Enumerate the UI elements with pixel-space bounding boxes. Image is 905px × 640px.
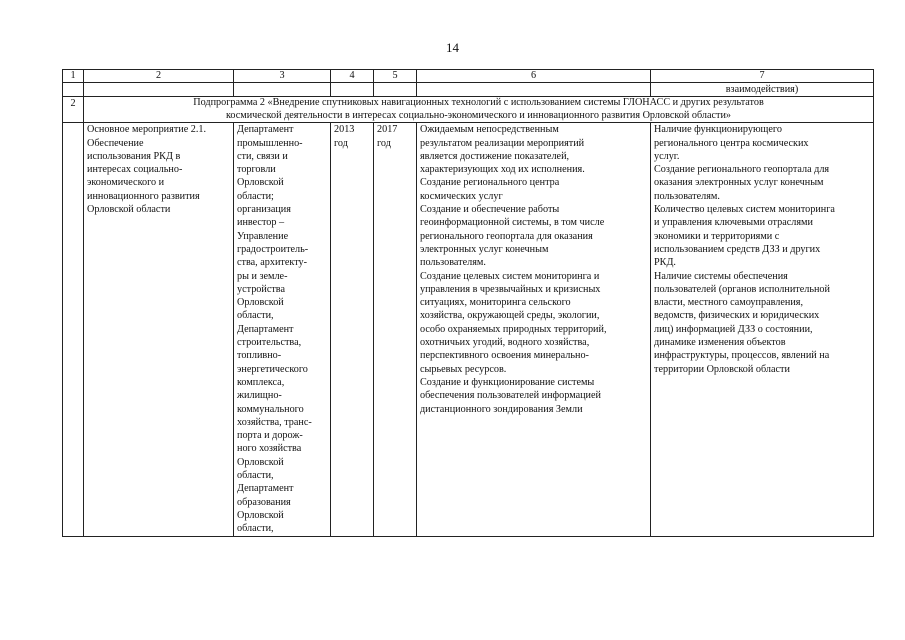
cell-line: хозяйства, окружающей среды, экологии, — [420, 310, 600, 322]
measure-row — [63, 123, 874, 536]
cell-line: власти, местного самоуправления, — [654, 297, 804, 309]
cell-line: регионального центра космических — [654, 137, 809, 149]
cell-line: торговли — [237, 164, 276, 176]
executor-cell — [234, 123, 331, 536]
column-number-row — [63, 70, 874, 83]
cell-line: услуг. — [654, 150, 680, 162]
cell-line: ства, архитекту- — [237, 257, 308, 269]
cell-line: охотничьих угодий, водного хозяйства, — [420, 337, 590, 349]
cell-line: электронных услуг конечным — [420, 243, 549, 255]
cell-line: сырьевых ресурсов. — [420, 363, 507, 375]
cell-line: использованием средств ДЗЗ и других — [654, 243, 821, 255]
cell-line: обеспечения пользователей информацией — [420, 390, 601, 402]
subprogram-row — [63, 97, 874, 123]
cell-line: ситуациях, мониторинга сельского — [420, 297, 571, 309]
start-year-cell — [331, 123, 374, 536]
cell-line: РКД. — [654, 257, 676, 269]
cell-line: пользователей (органов исполнительной — [654, 283, 830, 295]
subprogram-title — [84, 97, 874, 123]
cell-line: Департамент — [237, 323, 294, 335]
col-number-7: 7 — [651, 70, 874, 83]
cell-line: 2017 — [377, 124, 398, 136]
end-year-cell — [374, 123, 417, 536]
cell-line: Обеспечение — [87, 137, 144, 149]
cell-line: Департамент — [237, 483, 294, 495]
cell-line: пользователям. — [654, 190, 720, 202]
cell-line: жилищно- — [237, 390, 282, 402]
cell-line: ры и земле- — [237, 270, 288, 282]
cell-line: инфраструктуры, процессов, явлений на — [654, 350, 830, 362]
cell-line: коммунального — [237, 403, 304, 415]
cell-line: инновационного развития — [87, 190, 200, 202]
cell-line: является достижение показателей, — [420, 150, 570, 162]
cell-line: комплекса, — [237, 376, 285, 388]
cell-line: хозяйства, транс- — [237, 416, 312, 428]
page-number: 14 — [446, 40, 459, 55]
cell-line: использования РКД в — [87, 150, 181, 162]
expected-result-cell — [417, 123, 651, 536]
cell-line: перспективного освоения минерально- — [420, 350, 589, 362]
continuation-row — [63, 83, 874, 97]
cell-line: инвестор – — [237, 217, 285, 229]
cell-line: Орловской — [237, 177, 284, 189]
cell-line: Создание регионального геопортала для — [654, 164, 830, 176]
cell-line: Количество целевых систем мониторинга — [654, 204, 835, 216]
cell-line: области; — [237, 190, 274, 202]
cell-line: Создание целевых систем мониторинга и — [420, 270, 600, 282]
cell-line: территории Орловской области — [654, 363, 790, 375]
cell-line: год — [377, 137, 391, 149]
cell-line: порта и дорож- — [237, 430, 303, 442]
col-number-3: 3 — [234, 70, 331, 83]
program-table — [62, 69, 874, 537]
cell-line: Создание и обеспечение работы — [420, 204, 560, 216]
cell-line: организация — [237, 204, 291, 216]
cell-line: устройства — [237, 283, 286, 295]
subprogram-title-line: космической деятельности в интересах социально-экономического и инновационного развития Орловской области» — [225, 109, 732, 121]
cell-line: сти, связи и — [237, 150, 288, 162]
cell-line: Наличие системы обеспечения — [654, 270, 788, 282]
cell-line: геоинформационной системы, в том числе — [420, 217, 605, 229]
cell-line: Управление — [237, 230, 289, 242]
indicators-cell — [651, 123, 874, 536]
cell-line: год — [334, 137, 348, 149]
cell-line: результатом реализации мероприятий — [420, 137, 585, 149]
cell-line: образования — [237, 496, 291, 508]
cell-line: управления в чрезвычайных и кризисных — [420, 283, 601, 295]
cell-line: Ожидаемым непосредственным — [420, 124, 559, 136]
col-number-5: 5 — [374, 70, 417, 83]
cell-line: области, — [237, 470, 274, 482]
col-number-1: 1 — [63, 70, 84, 83]
cell-line: и управления ключевыми отраслями — [654, 217, 813, 229]
cell-line: лиц) информацией ДЗЗ о состоянии, — [654, 323, 813, 335]
cell-line: космических услуг — [420, 190, 503, 202]
cell-line: ведомств, физических и юридических — [654, 310, 820, 322]
cell-line: Орловской — [237, 456, 284, 468]
cell-line: Орловской — [237, 297, 284, 309]
cell-line: интересах социально- — [87, 164, 183, 176]
cell-line: градостроитель- — [237, 243, 309, 255]
cell-line: Департамент — [237, 124, 294, 136]
cell-line: промышленно- — [237, 137, 303, 149]
cell-line: области, — [237, 523, 274, 535]
cell-line: особо охраняемых природных территорий, — [420, 323, 607, 335]
subprogram-title-line: Подпрограмма 2 «Внедрение спутниковых навигационных технологий с использованием системы ГЛОНАСС и других результатов — [193, 97, 764, 109]
cell-line: Наличие функционирующего — [654, 124, 782, 136]
cell-line: характеризующих ход их исполнения. — [420, 164, 585, 176]
cell-line: регионального геопортала для оказания — [420, 230, 593, 242]
cell-line: области, — [237, 310, 274, 322]
cell-line: Орловской — [237, 509, 284, 521]
cell-line: Создание и функционирование системы — [420, 376, 595, 388]
cell-line: Создание регионального центра — [420, 177, 560, 189]
cell-line: дистанционного зондирования Земли — [420, 403, 583, 415]
cell-line: Орловской области — [87, 204, 171, 216]
continuation-text: взаимодействия) — [651, 83, 874, 97]
col-number-6: 6 — [417, 70, 651, 83]
cell-line: топливно- — [237, 350, 282, 362]
cell-line: 2013 — [334, 124, 355, 136]
col-number-4: 4 — [331, 70, 374, 83]
subprogram-number: 2 — [63, 97, 84, 123]
cell-line: ного хозяйства — [237, 443, 302, 455]
cell-line: экономического и — [87, 177, 165, 189]
cell-line: пользователям. — [420, 257, 486, 269]
cell-line: строительства, — [237, 337, 302, 349]
cell-line: динамике изменения объектов — [654, 337, 786, 349]
cell-line: энергетического — [237, 363, 308, 375]
col-number-2: 2 — [84, 70, 234, 83]
cell-line: экономики и территориями с — [654, 230, 780, 242]
cell-line: оказания электронных услуг конечным — [654, 177, 824, 189]
cell-line: Основное мероприятие 2.1. — [87, 124, 207, 136]
measure-name-cell — [84, 123, 234, 536]
